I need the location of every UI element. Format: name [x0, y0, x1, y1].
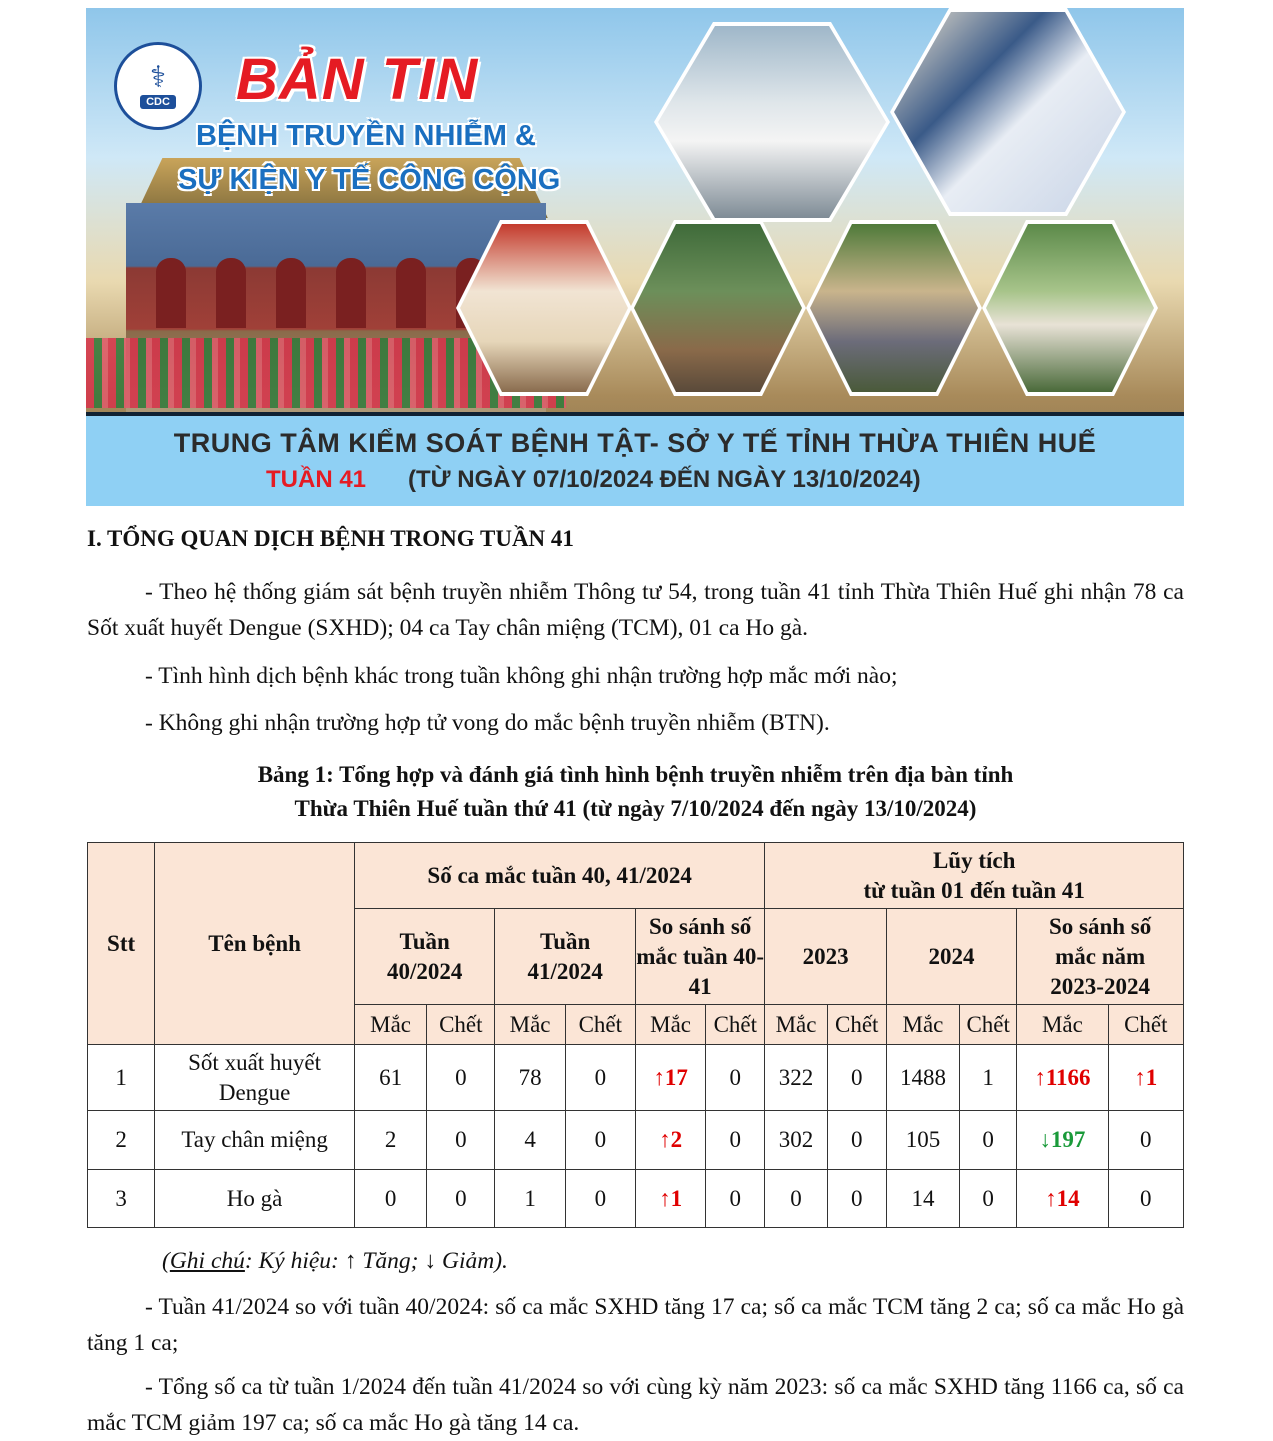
photo-larvae-survey-1: [630, 220, 806, 396]
section-heading: I. TỔNG QUAN DỊCH BỆNH TRONG TUẦN 41: [87, 526, 574, 551]
header-deaths: Chết: [1108, 1005, 1183, 1045]
banner-subtitle-line2: SỰ KIỆN Y TẾ CÔNG CỘNG: [178, 164, 561, 196]
cell-compare-week-deaths: 0: [706, 1111, 765, 1170]
cell-2023-deaths: 0: [827, 1170, 886, 1228]
header-year-2023: 2023: [765, 909, 886, 1005]
banner-subtitle-line1: BỆNH TRUYỀN NHIỄM &: [196, 120, 536, 152]
cell-2024-cases: 14: [886, 1170, 959, 1228]
cell-2023-cases: 322: [765, 1045, 827, 1111]
cell-2023-cases: 0: [765, 1170, 827, 1228]
cell-stt: 1: [88, 1045, 155, 1111]
table-row: [88, 1170, 1184, 1228]
paragraph-surveillance: - Theo hệ thống giám sát bệnh truyền nhiễm Thông tư 54, trong tuần 41 tỉnh Thừa Thiên Huế ghi nhận 78 ca Sốt xuất huyết Dengue (SXHD); 04 ca Tay chân miệng (TCM), 01 ca Ho gà.: [87, 579, 1184, 641]
cell-2024-deaths: 0: [960, 1111, 1017, 1170]
cell-w40-cases: 61: [354, 1045, 426, 1111]
cell-w40-cases: 2: [354, 1111, 426, 1170]
cdc-logo: [114, 42, 202, 130]
header-stt: Stt: [88, 843, 155, 1045]
cell-2024-cases: 1488: [886, 1045, 959, 1111]
cell-2024-cases: 105: [886, 1111, 959, 1170]
cell-compare-year-deaths: ↑1: [1108, 1045, 1183, 1111]
cell-compare-year-cases: ↑14: [1017, 1170, 1108, 1228]
photo-medical-team: [654, 22, 890, 222]
note-open-paren: (: [162, 1248, 170, 1274]
cell-2023-cases: 302: [765, 1111, 827, 1170]
cell-w40-deaths: 0: [427, 1111, 495, 1170]
header-cases: Mắc: [765, 1005, 827, 1045]
cell-compare-year-deaths: 0: [1108, 1170, 1183, 1228]
header-week40: Tuần 40/2024: [354, 909, 494, 1005]
table-row: [88, 1045, 1184, 1111]
note-label: Ghi chú: [169, 1248, 245, 1274]
cdc-logo-text: CDC: [140, 95, 176, 109]
cell-disease-name: Ho gà: [155, 1170, 355, 1228]
header-deaths: Chết: [827, 1005, 886, 1045]
cell-w41-deaths: 0: [565, 1170, 635, 1228]
header-year-2024: 2024: [886, 909, 1016, 1005]
bulletin-banner: [86, 8, 1184, 506]
cell-w41-cases: 78: [495, 1045, 565, 1111]
cell-w41-cases: 4: [495, 1111, 565, 1170]
header-cases: Mắc: [635, 1005, 705, 1045]
paragraph-other-diseases: - Tình hình dịch bệnh khác trong tuần không ghi nhận trường hợp mắc mới nào;: [145, 663, 898, 689]
cell-2023-deaths: 0: [827, 1111, 886, 1170]
symbol-note: [162, 1243, 1162, 1279]
table-caption-line1: Bảng 1: Tổng hợp và đánh giá tình hình bệnh truyền nhiễm trên địa bàn tỉnh: [257, 762, 1014, 787]
cell-compare-week-cases: ↑17: [635, 1045, 705, 1111]
table-caption: [87, 758, 1184, 826]
header-compare-week: So sánh số mắc tuần 40-41: [635, 909, 764, 1005]
date-range: (TỪ NGÀY 07/10/2024 ĐẾN NGÀY 13/10/2024): [408, 466, 921, 493]
cell-stt: 2: [88, 1111, 155, 1170]
cell-w40-deaths: 0: [427, 1170, 495, 1228]
header-cumulative-line2: từ tuần 01 đến tuần 41: [863, 877, 1085, 903]
cell-compare-week-deaths: 0: [706, 1170, 765, 1228]
cell-2023-deaths: 0: [827, 1045, 886, 1111]
caduceus-icon: ⚕: [149, 60, 167, 95]
cell-2024-deaths: 1: [960, 1045, 1017, 1111]
cell-disease-name: Tay chân miệng: [155, 1111, 355, 1170]
header-deaths: Chết: [960, 1005, 1017, 1045]
header-cases: Mắc: [495, 1005, 565, 1045]
header-compare-year: So sánh số mắc năm 2023-2024: [1017, 909, 1184, 1005]
summary-weekly: - Tuần 41/2024 so với tuần 40/2024: số ca mắc SXHD tăng 17 ca; số ca mắc TCM tăng 2 ca; số ca mắc Ho gà tăng 1 ca;: [87, 1294, 1184, 1356]
cell-w40-cases: 0: [354, 1170, 426, 1228]
cell-disease-name: Sốt xuất huyết Dengue: [155, 1045, 355, 1111]
week-label: TUẦN 41: [266, 466, 367, 493]
header-week41: Tuần 41/2024: [495, 909, 636, 1005]
header-disease-name: Tên bệnh: [155, 843, 355, 1045]
photo-larvae-survey-2: [806, 220, 982, 396]
header-cases: Mắc: [1017, 1005, 1108, 1045]
note-text: : Ký hiệu: ↑ Tăng; ↓ Giảm).: [244, 1248, 508, 1274]
header-deaths: Chết: [565, 1005, 635, 1045]
cell-compare-year-cases: ↑1166: [1017, 1045, 1108, 1111]
cell-w41-deaths: 0: [565, 1045, 635, 1111]
cell-compare-year-cases: ↓197: [1017, 1111, 1108, 1170]
cell-stt: 3: [88, 1170, 155, 1228]
cell-compare-year-deaths: 0: [1108, 1111, 1183, 1170]
banner-title: BẢN TIN: [236, 47, 479, 112]
cell-w40-deaths: 0: [427, 1045, 495, 1111]
cell-w41-cases: 1: [495, 1170, 565, 1228]
photo-vaccination: [890, 8, 1126, 216]
disease-summary-table: [87, 842, 1184, 1228]
header-deaths: Chết: [706, 1005, 765, 1045]
header-cases: Mắc: [354, 1005, 426, 1045]
cell-compare-week-cases: ↑2: [635, 1111, 705, 1170]
cell-compare-week-deaths: 0: [706, 1045, 765, 1111]
cell-compare-week-cases: ↑1: [635, 1170, 705, 1228]
header-cumulative-line1: Lũy tích: [932, 847, 1016, 873]
cell-2024-deaths: 0: [960, 1170, 1017, 1228]
cell-w41-deaths: 0: [565, 1111, 635, 1170]
header-cases: Mắc: [886, 1005, 959, 1045]
summary-cumulative: - Tổng số ca từ tuần 1/2024 đến tuần 41/2024 so với cùng kỳ năm 2023: số ca mắc SXHD tăng 1166 ca, số ca mắc TCM giảm 197 ca; số ca mắc Ho gà tăng 14 ca.: [87, 1374, 1184, 1436]
table-row: [88, 1111, 1184, 1170]
paragraph-no-deaths: - Không ghi nhận trường hợp tử vong do mắc bệnh truyền nhiễm (BTN).: [145, 710, 830, 736]
banner-info-band: [86, 412, 1184, 506]
header-weekly-group: Số ca mắc tuần 40, 41/2024: [354, 843, 764, 909]
table-caption-line2: Thừa Thiên Huế tuần thứ 41 (từ ngày 7/10/2024 đến ngày 13/10/2024): [294, 796, 977, 821]
photo-field-inspection: [982, 220, 1158, 396]
header-cumulative-group: [765, 843, 1184, 909]
header-deaths: Chết: [427, 1005, 495, 1045]
organization-name: TRUNG TÂM KIỂM SOÁT BỆNH TẬT- SỞ Y TẾ TỈNH THỪA THIÊN HUẾ: [173, 428, 1097, 458]
